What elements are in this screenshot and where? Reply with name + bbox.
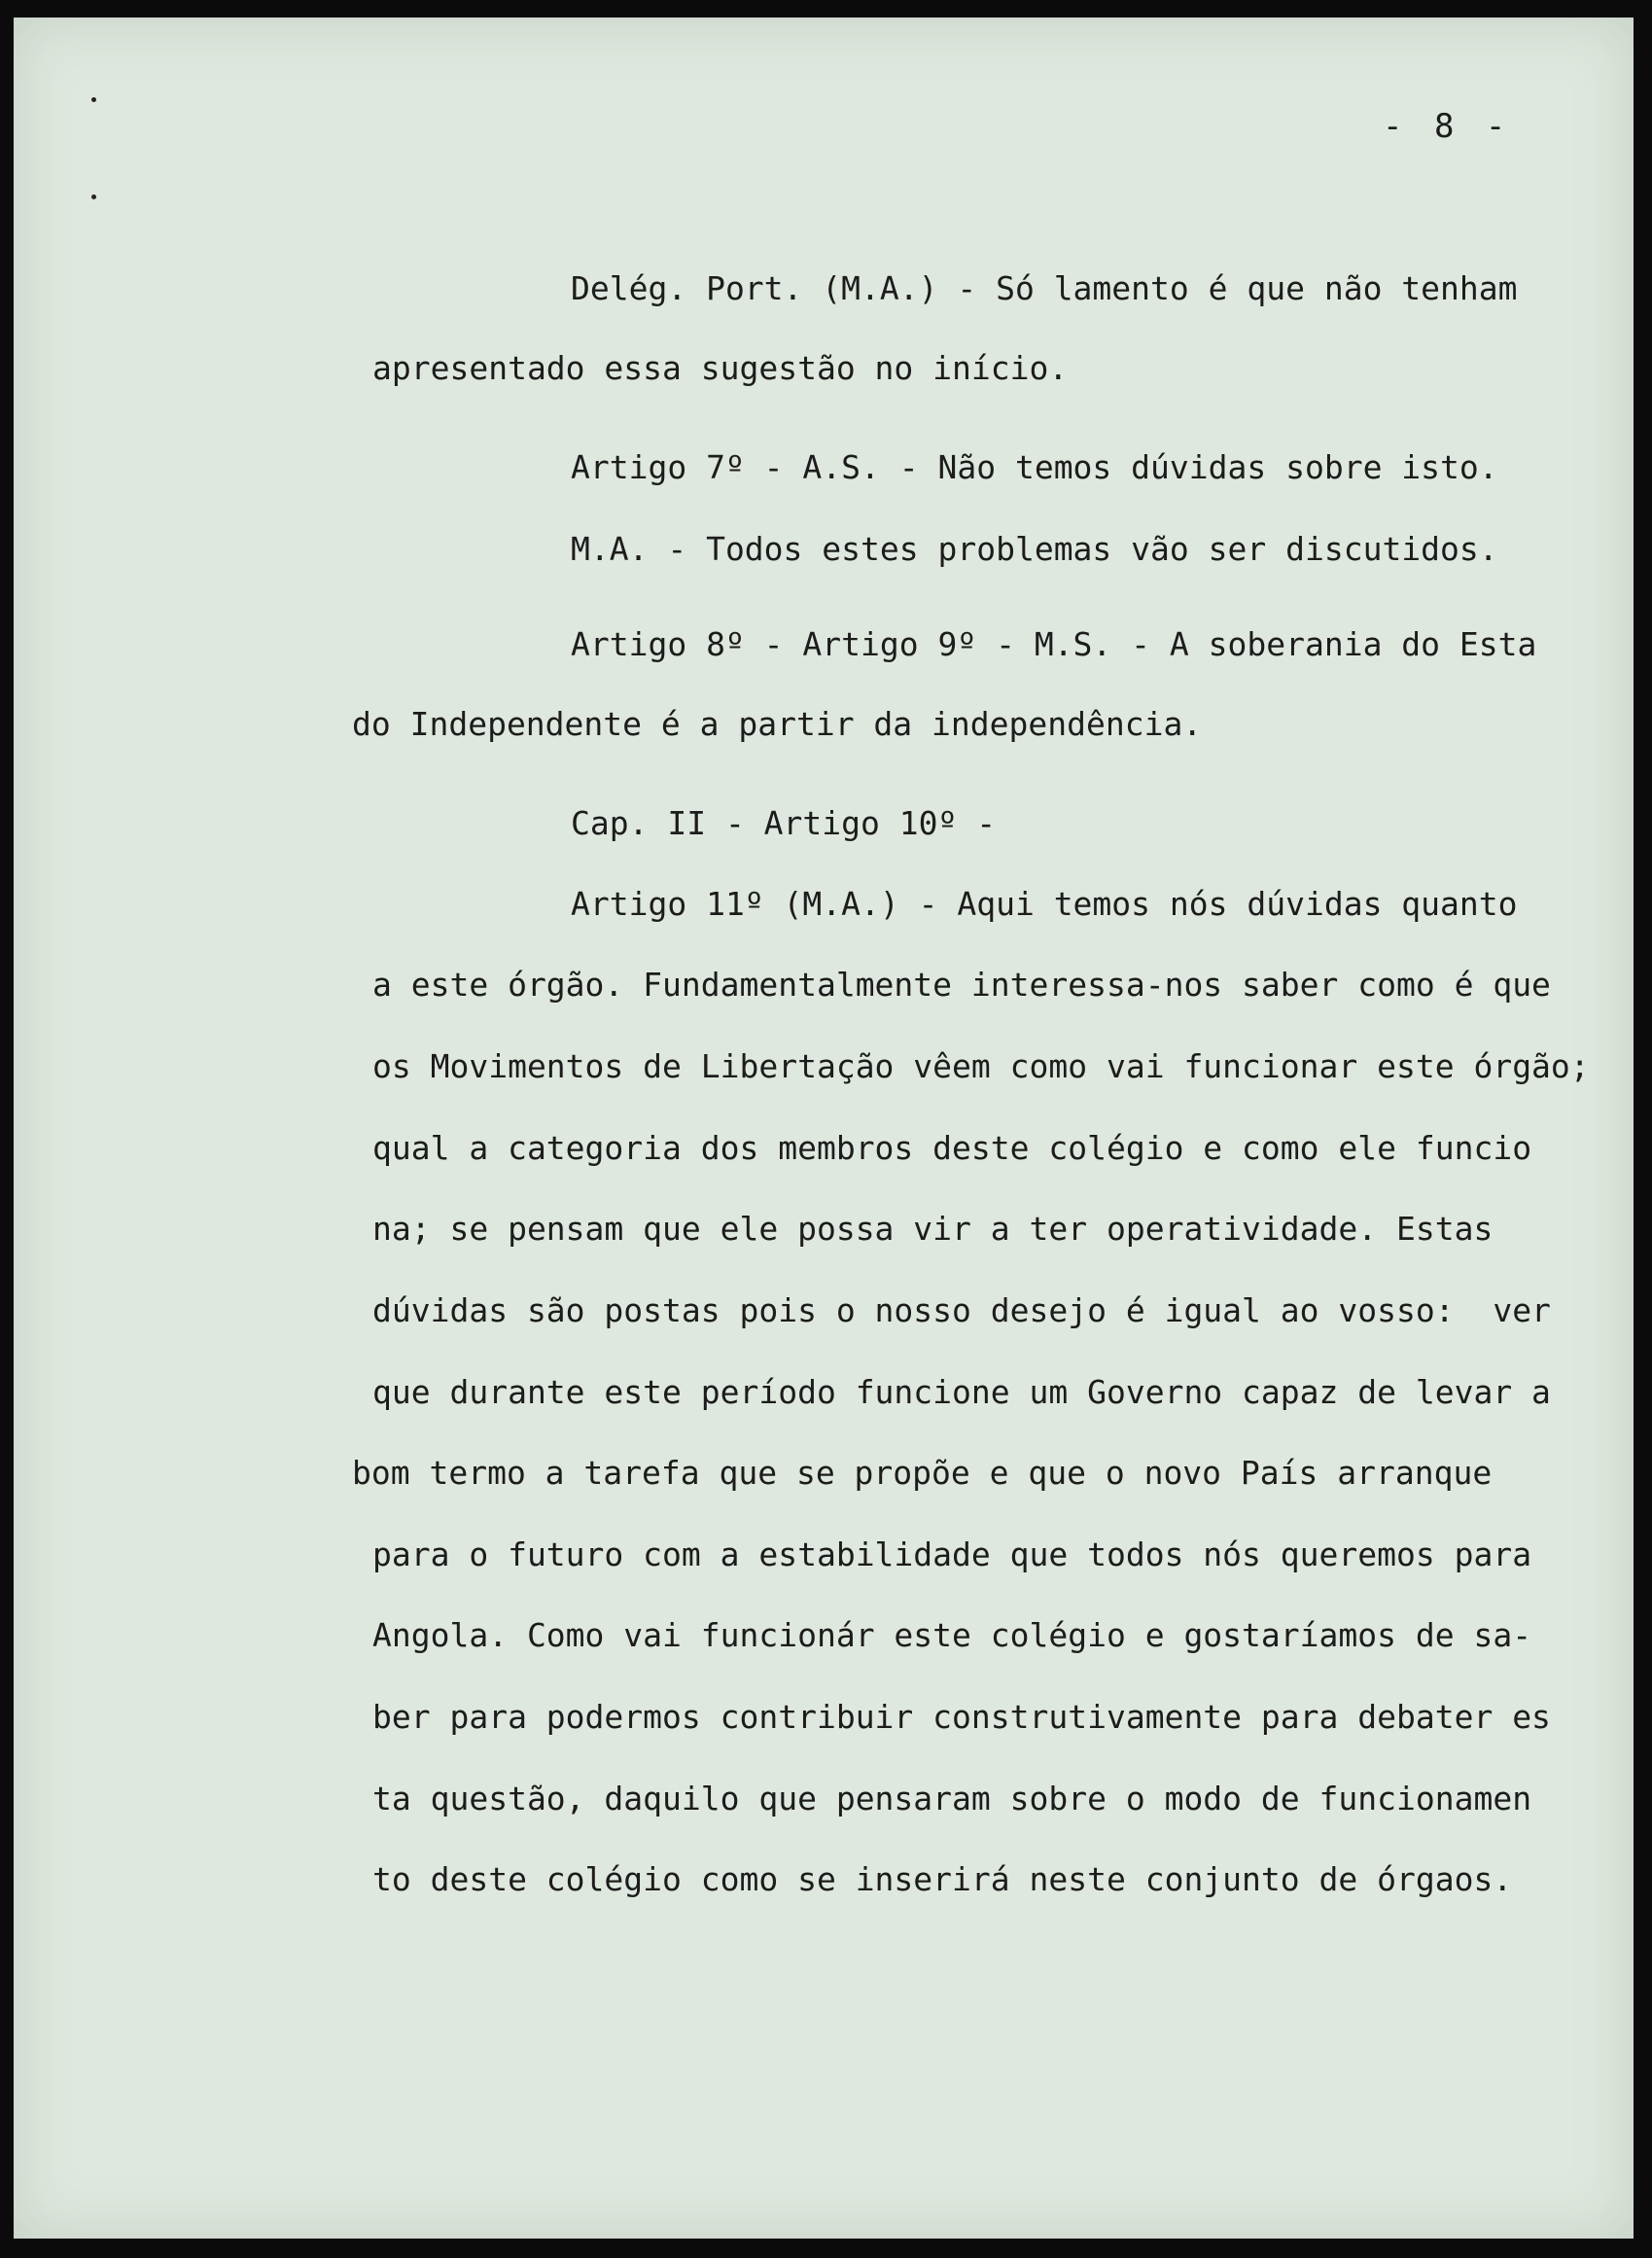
text-line: na; se pensam que ele possa vir a ter operatividade. Estas (372, 1210, 1494, 1248)
ink-speck (91, 97, 96, 102)
ink-speck (91, 194, 96, 199)
text-line: do Independente é a partir da independência. (352, 705, 1203, 743)
text-line: ta questão, daquilo que pensaram sobre o modo de funcionamen (372, 1780, 1532, 1817)
text-line: to deste colégio como se inserirá neste conjunto de órgaos. (372, 1860, 1513, 1898)
text-line: Artigo 7º - A.S. - Não temos dúvidas sobre isto. (571, 448, 1498, 486)
text-line: os Movimentos de Libertação vêem como vai funcionar este órgão; (372, 1047, 1590, 1085)
text-line: apresentado essa sugestão no início. (372, 349, 1069, 387)
text-line: qual a categoria dos membros deste colégio e como ele funcio (372, 1129, 1532, 1167)
text-line: que durante este período funcione um Governo capaz de levar a (372, 1373, 1551, 1411)
document-page (14, 18, 1634, 2239)
text-line: Delég. Port. (M.A.) - Só lamento é que não tenham (571, 269, 1518, 307)
text-line: Cap. II - Artigo 10º - (571, 804, 997, 842)
text-line: bom termo a tarefa que se propõe e que o novo País arranque (352, 1454, 1493, 1492)
text-line: M.A. - Todos estes problemas vão ser discutidos. (571, 530, 1498, 568)
text-line: Artigo 11º (M.A.) - Aqui temos nós dúvidas quanto (571, 885, 1518, 923)
text-line: Angola. Como vai funcionár este colégio e gostaríamos de sa- (372, 1616, 1532, 1654)
text-line: dúvidas são postas pois o nosso desejo é igual ao vosso: ver (372, 1291, 1551, 1329)
text-line: para o futuro com a estabilidade que todos nós queremos para (372, 1535, 1532, 1573)
text-line: ber para podermos contribuir construtivamente para debater es (372, 1698, 1551, 1736)
text-line: Artigo 8º - Artigo 9º - M.S. - A soberania do Esta (571, 625, 1537, 663)
text-line: a este órgão. Fundamentalmente interessa-nos saber como é que (372, 966, 1551, 1004)
page-number: - 8 - (1383, 107, 1512, 146)
